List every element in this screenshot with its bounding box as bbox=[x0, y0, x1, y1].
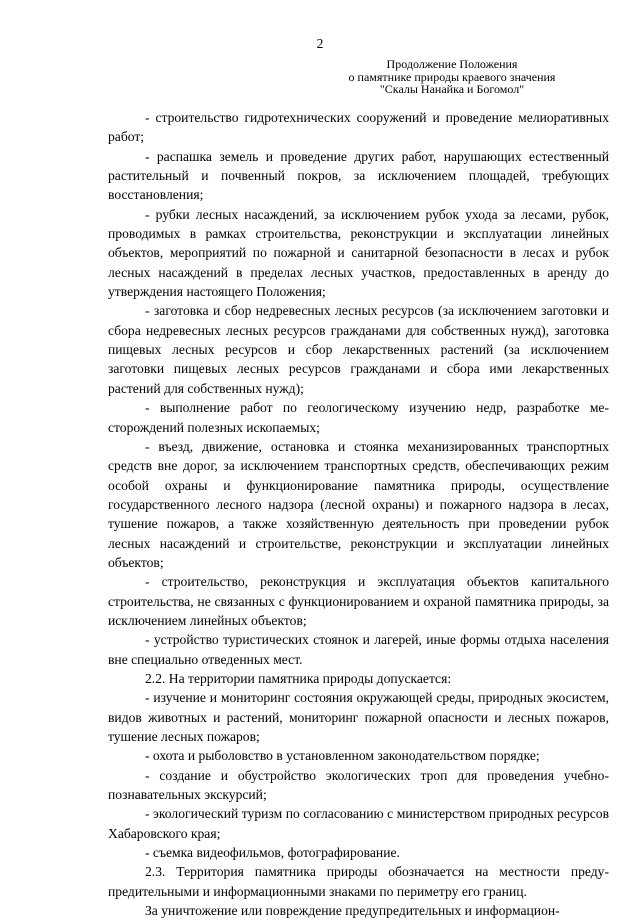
paragraph-eco-trails: - создание и обустройство экологических троп для проведения учебно-познавательных экскурсий; bbox=[108, 767, 609, 803]
paragraph-geology: - выполнение работ по геологическому изучению недр, разработке месторождений полезных ископаемых; bbox=[108, 400, 609, 435]
paragraph-hydro-construction: - строительство гидротехнических сооружений и проведение мелиоративных работ; bbox=[108, 110, 609, 145]
paragraph-logging: - рубки лесных насаждений, за исключением рубок ухода за лесами, рубок, проводимых в рамках строительства, реконструкции и эксплуатации линейных объектов, мероприятий по пожарной и санитарной безопасности в лесах и рубок лесных насаждений в пределах лесных участков, предоставленных в аренду до утверждения настоящего Положения; bbox=[108, 206, 609, 300]
page-number: 2 bbox=[316, 36, 324, 51]
paragraph-plowing: - распашка земель и проведение других работ, нарушающих естественный растительный и почвенный покров, за исключением площадей, требующих восстановления; bbox=[108, 148, 609, 203]
header-line-3: "Скалы Нанайка и Богомол" bbox=[379, 82, 525, 96]
paragraph-filming: - съемка видеофильмов, фотографирование. bbox=[145, 845, 400, 861]
paragraph-section-2-3: 2.3. Территория памятника природы обозначается на местности предупредительными и информационными знаками по периметру его границ. bbox=[108, 864, 609, 899]
paragraph-non-timber-resources: - заготовка и сбор недревесных лесных ресурсов (за исключением заготовки и сбора недревесных лесных ресурсов гражданами для собственных нужд), заготовка пищевых лесных ресурсов и сбор лекарственных растений (за исключением заготовки пищевых лесных ресурсов гражданами и сбора ими лекарственных растений для собственных нужд); bbox=[108, 303, 609, 396]
paragraph-capital-construction: - строительство, реконструкция и эксплуатация объектов капитального строительства, не связанных с функционированием и охраной памятника природы, за исключением линейных объектов; bbox=[108, 574, 609, 628]
paragraph-monitoring: - изучение и мониторинг состояния окружающей среды, природных экосистем, видов животных и растений, мониторинг пожарной опасности и лесных пожаров, тушение лесных пожаров; bbox=[108, 690, 609, 744]
paragraph-eco-tourism: - экологический туризм по согласованию с министерством природных ресурсов Хабаровского края; bbox=[108, 806, 609, 841]
header-line-1: Продолжение Положения bbox=[386, 57, 518, 71]
document-body bbox=[108, 108, 609, 920]
paragraph-camping: - устройство туристических стоянок и лагерей, иные формы отдыха населения вне специально отведенных мест. bbox=[108, 632, 609, 667]
paragraph-hunting: - охота и рыболовство в установленном законодательством порядке; bbox=[145, 748, 540, 764]
paragraph-liability: За уничтожение или повреждение предупредительных и информацион- bbox=[145, 903, 560, 919]
paragraph-vehicles: - въезд, движение, остановка и стоянка механизированных транспортных средств вне дорог, за исключением транспортных средств, обеспечивающих режим особой охраны и функционирование памятника природы, осуществление государственного лесного надзора (лесной охраны) и пожарного надзора в лесах, тушение пожаров, а также хозяйственную деятельность при проведении рубок лесных насаждений и строительстве, реконструкции и эксплуатации линейных объектов; bbox=[108, 438, 609, 570]
continuation-header bbox=[322, 58, 582, 96]
header-line-2: о памятнике природы краевого значения bbox=[348, 69, 556, 84]
paragraph-section-2-2: 2.2. На территории памятника природы допускается: bbox=[145, 670, 452, 686]
